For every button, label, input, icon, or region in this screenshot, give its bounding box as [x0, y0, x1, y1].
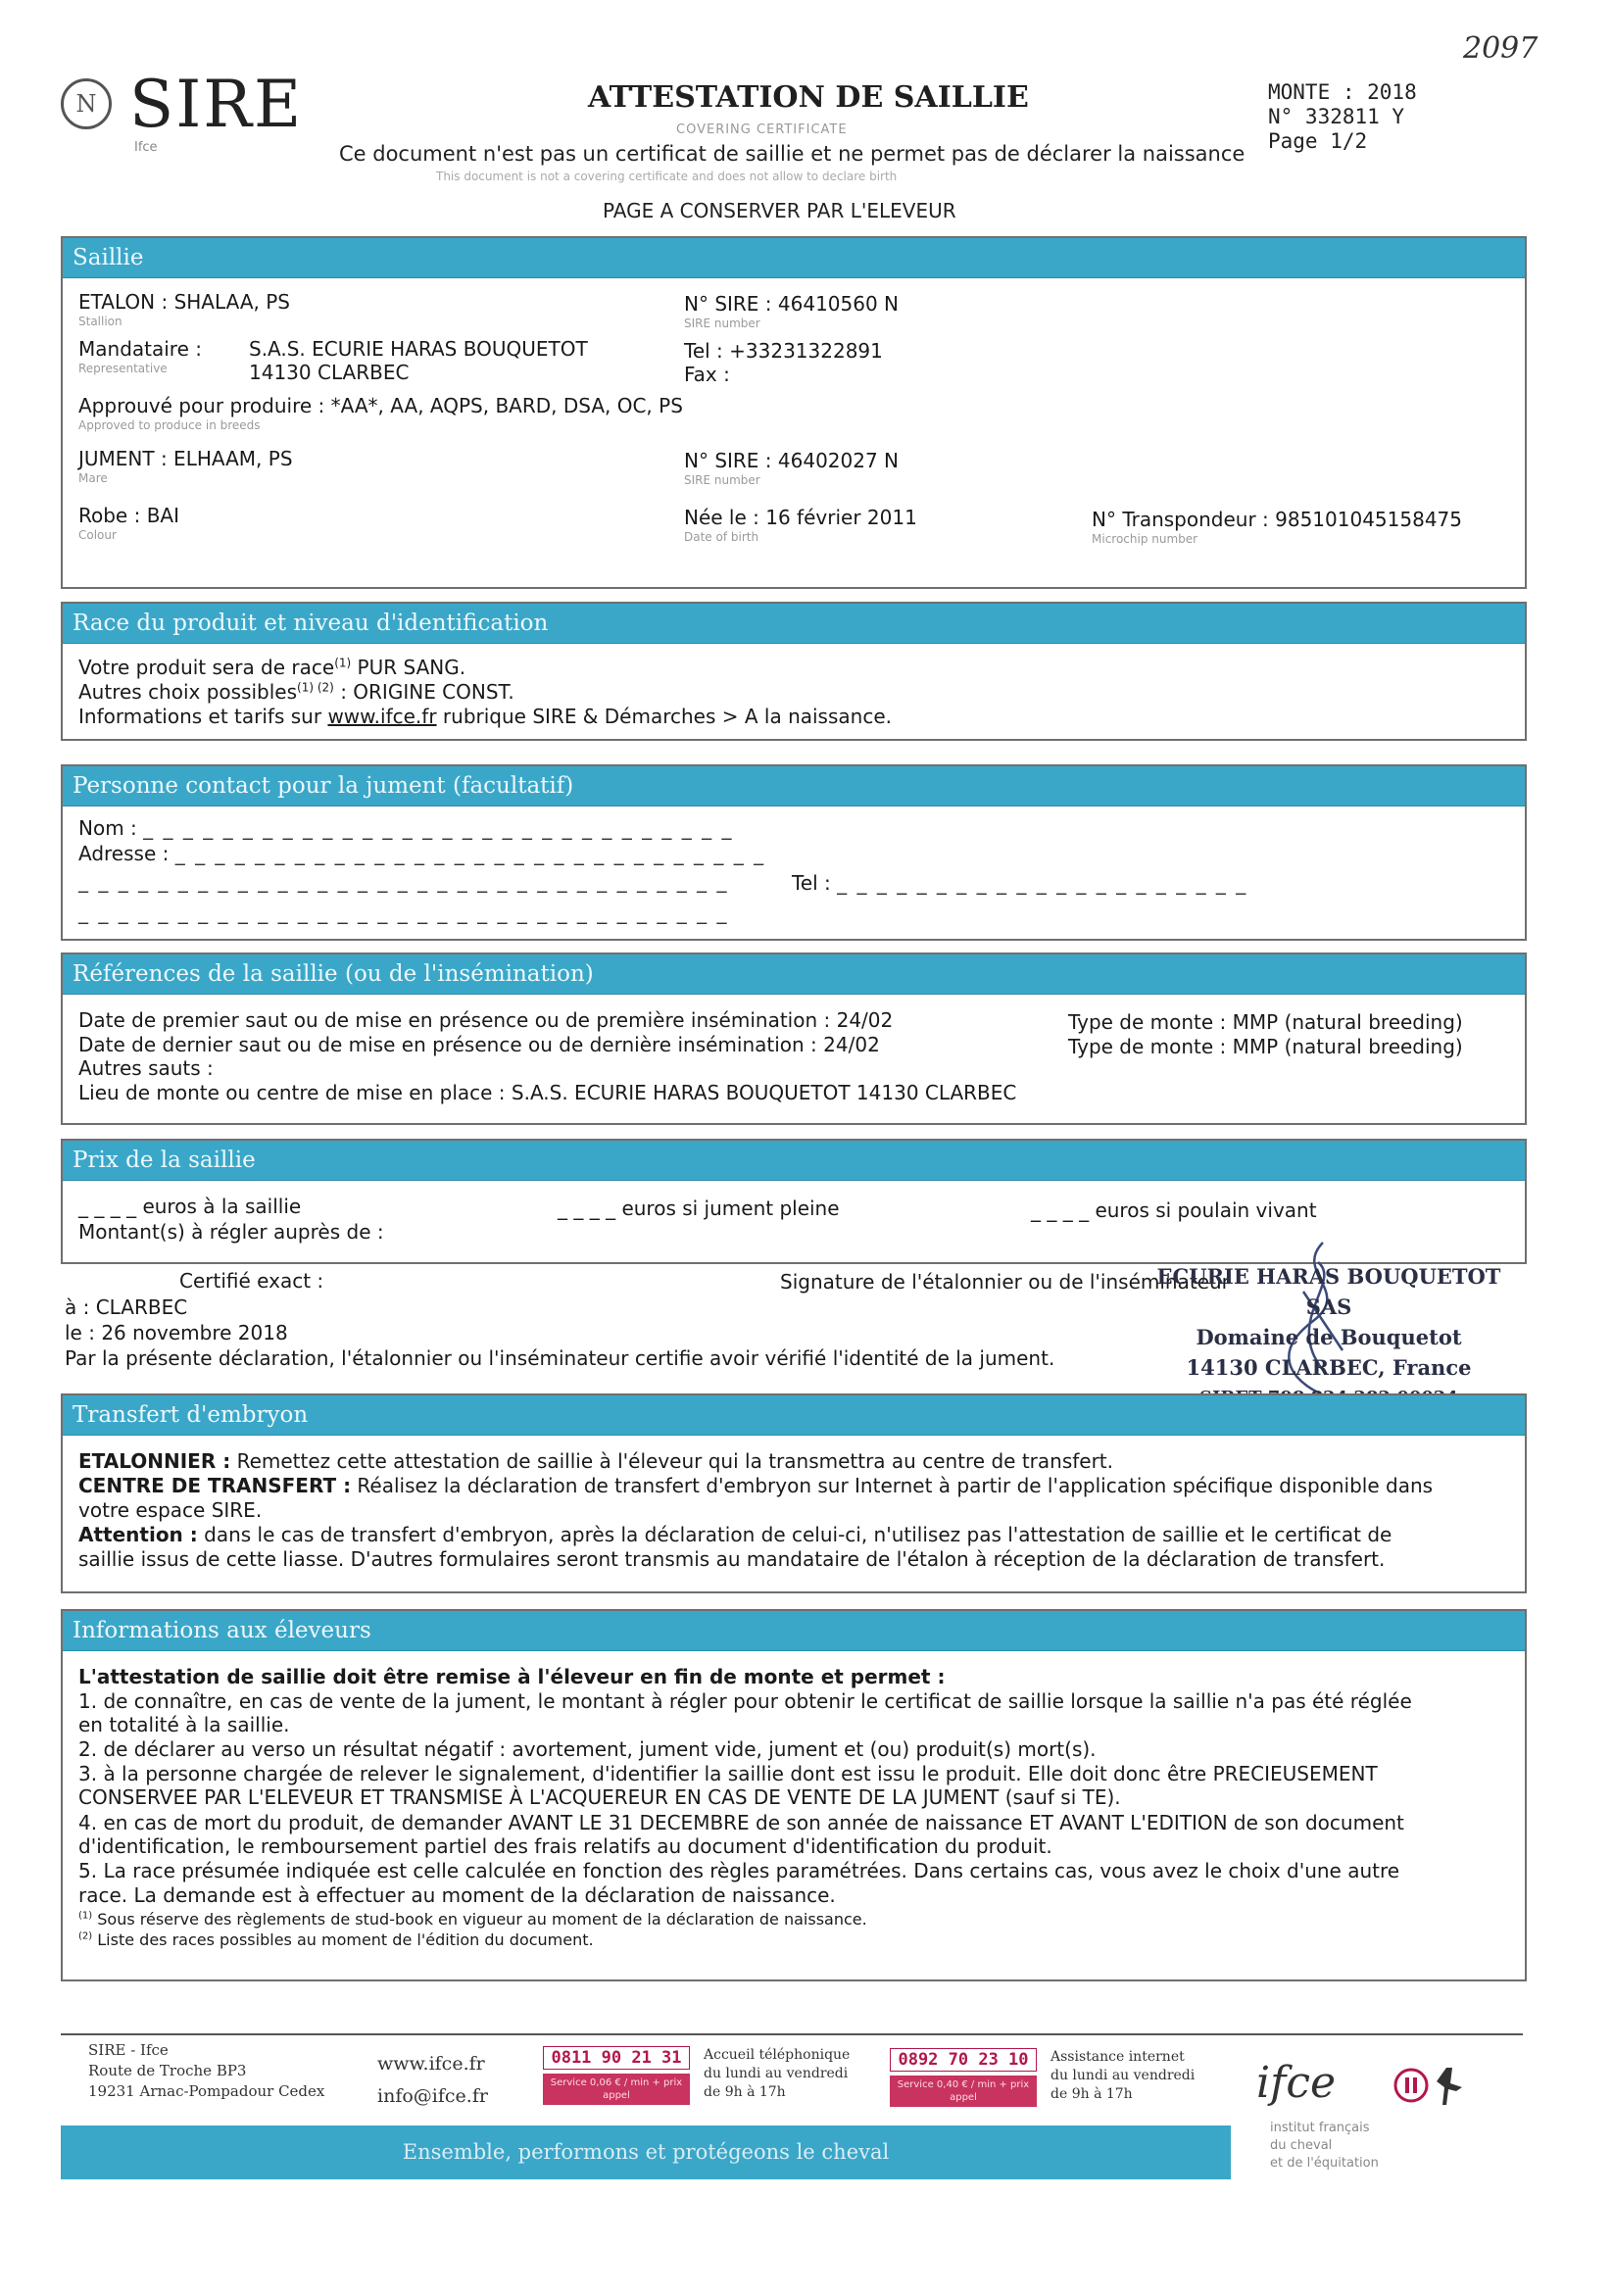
- etalon-sire: N° SIRE : 46410560 N: [684, 292, 900, 316]
- document-notice: Ce document n'est pas un certificat de saillie et ne permet pas de déclarer la naissance: [339, 142, 1246, 166]
- montant: Montant(s) à régler auprès de :: [78, 1220, 384, 1244]
- cert-date: le : 26 novembre 2018: [65, 1321, 288, 1344]
- phone-assistance: 0892 70 23 10 Service 0,40 € / min + prix appel: [890, 2048, 1037, 2107]
- section-transfert: [61, 1393, 1527, 1593]
- date-of-birth-en: Date of birth: [684, 530, 759, 544]
- race-info: Informations et tarifs sur www.ifce.fr rubrique SIRE & Démarches > A la naissance.: [78, 705, 892, 728]
- section-heading: Race du produit et niveau d'identification: [63, 604, 1525, 644]
- info-line: 5. La race présumée indiquée est celle calculée en fonction des règles paramétrées. Dans certains cas, vous avez le choix d'une autre: [78, 1859, 1400, 1882]
- info-line: 2. de déclarer au verso un résultat négatif : avortement, jument vide, jument et (ou) produit(s) mort(s).: [78, 1737, 1097, 1761]
- footer-address: SIRE - Ifce Route de Troche BP3 19231 Arnac-Pompadour Cedex: [88, 2041, 325, 2100]
- keep-notice: PAGE A CONSERVER PAR L'ELEVEUR: [603, 199, 956, 222]
- document-title: ATTESTATION DE SAILLIE: [588, 80, 1029, 115]
- info-intro: L'attestation de saillie doit être remise à l'éleveur en fin de monte et permet :: [78, 1665, 946, 1688]
- info-line: 4. en cas de mort du produit, de demander AVANT LE 31 DECEMBRE de son année de naissance ET AVANT L'EDITION de son document: [78, 1811, 1404, 1834]
- ifce-link[interactable]: www.ifce.fr: [327, 705, 437, 728]
- jument: JUMENT : ELHAAM, PS: [78, 447, 293, 470]
- info-line: race. La demande est à effectuer au moment de la déclaration de naissance.: [78, 1883, 836, 1907]
- document-title-en: COVERING CERTIFICATE: [676, 122, 848, 137]
- contact-tel: Tel : _ _ _ _ _ _ _ _ _ _ _ _ _ _ _ _ _ _ _ _ _: [792, 871, 1248, 895]
- section-race: [61, 602, 1527, 741]
- jument-sire-en: SIRE number: [684, 473, 760, 487]
- document-meta: [1268, 80, 1417, 154]
- ifce-subtitle: institut français du cheval et de l'équitation: [1270, 2121, 1379, 2171]
- mandataire-label: Mandataire :: [78, 337, 202, 361]
- transfert-centre-cont: votre espace SIRE.: [78, 1498, 263, 1522]
- info-line: en totalité à la saillie.: [78, 1713, 290, 1736]
- sire-logo-sub: Ifce: [134, 140, 158, 155]
- section-heading: Transfert d'embryon: [63, 1395, 1525, 1436]
- first-type: Type de monte : MMP (natural breeding): [1068, 1010, 1463, 1034]
- sire-logo-icon: N: [61, 78, 112, 129]
- jument-sire: N° SIRE : 46402027 N: [684, 449, 900, 472]
- sire-logo-text: SIRE: [129, 67, 304, 142]
- handwritten-number: 2097: [1463, 31, 1539, 66]
- document-number: N° 332811 Y: [1268, 105, 1405, 128]
- footer-slogan-band: Ensemble, performons et protégeons le cheval: [61, 2125, 1231, 2179]
- footnote-2: $^{(2)}$ Liste des races possibles au moment de l'édition du document.: [78, 1930, 594, 1949]
- ifce-emblem-icon: [1392, 2062, 1480, 2109]
- monte-year: MONTE : 2018: [1268, 80, 1417, 104]
- first-date: Date de premier saut ou de mise en présence ou de première insémination : 24/02: [78, 1008, 894, 1032]
- cert-lieu: à : CLARBEC: [65, 1295, 188, 1319]
- approuve: Approuvé pour produire : *AA*, AA, AQPS, BARD, DSA, OC, PS: [78, 394, 683, 417]
- info-line: d'identification, le remboursement partiel des frais relatifs au document d'identification du produit.: [78, 1834, 1052, 1858]
- etalon: ETALON : SHALAA, PS: [78, 290, 290, 314]
- transfert-attention-cont: saillie issus de cette liasse. D'autres formulaires seront transmis au mandataire de l'étalon à réception de la déclaration de transfert.: [78, 1547, 1386, 1571]
- place: Lieu de monte ou centre de mise en place : S.A.S. ECURIE HARAS BOUQUETOT 14130 CLARBEC: [78, 1081, 1017, 1104]
- section-heading: Personne contact pour la jument (facultatif): [63, 766, 1525, 806]
- document-notice-en: This document is not a covering certificate and does not allow to declare birth: [436, 170, 898, 183]
- transfert-etalonnier: ETALONNIER : Remettez cette attestation de saillie à l'éleveur qui la transmettra au centre de transfert.: [78, 1449, 1114, 1473]
- contact-adresse: Adresse : _ _ _ _ _ _ _ _ _ _ _ _ _ _ _ _ _ _ _ _ _ _ _ _ _ _ _ _ _ _: [78, 842, 766, 865]
- date-of-birth: Née le : 16 février 2011: [684, 506, 917, 529]
- signature-label: Signature de l'étalonnier ou de l'inséminateur: [780, 1270, 1230, 1294]
- mandataire-fax: Fax :: [684, 363, 730, 386]
- transfert-attention: Attention : dans le cas de transfert d'embryon, après la déclaration de celui-ci, n'utilisez pas l'attestation de saillie et le certificat de: [78, 1523, 1392, 1546]
- phone-accueil: 0811 90 21 31 Service 0,06 € / min + prix appel: [543, 2046, 690, 2105]
- footer-web: [377, 2048, 488, 2113]
- phone-accueil-desc: Accueil téléphonique du lundi au vendredi de 9h à 17h: [704, 2047, 851, 2100]
- jument-en: Mare: [78, 471, 108, 485]
- transfert-centre: CENTRE DE TRANSFERT : Réalisez la déclaration de transfert d'embryon sur Internet à partir de l'application spécifique disponible dans: [78, 1474, 1434, 1497]
- info-line: 3. à la personne chargée de relever le signalement, d'identifier la saillie dont est issu le produit. Elle doit donc être PRECIEUSEMENT: [78, 1762, 1378, 1785]
- page-number: Page 1/2: [1268, 129, 1368, 153]
- section-references: [61, 953, 1527, 1125]
- price-pleine: _ _ _ _ euros si jument pleine: [558, 1197, 840, 1220]
- section-heading: Références de la saillie (ou de l'insémination): [63, 954, 1525, 995]
- transpondeur-en: Microchip number: [1092, 532, 1198, 546]
- mandataire-name: S.A.S. ECURIE HARAS BOUQUETOT: [249, 337, 588, 361]
- footnote-1: $^{(1)}$ Sous réserve des règlements de stud-book en vigueur au moment de la déclaration de naissance.: [78, 1910, 867, 1929]
- cert-declaration: Par la présente déclaration, l'étalonnier ou l'inséminateur certifie avoir vérifié l'identité de la jument.: [65, 1346, 1055, 1370]
- transpondeur: N° Transpondeur : 985101045158475: [1092, 508, 1462, 531]
- section-contact: [61, 764, 1527, 941]
- last-date: Date de dernier saut ou de mise en présence ou de dernière insémination : 24/02: [78, 1033, 880, 1056]
- section-informations: [61, 1609, 1527, 1981]
- race-line: Votre produit sera de race$^{(1)}$ PUR SANG.: [78, 656, 466, 679]
- price-saillie: _ _ _ _ euros à la saillie: [78, 1195, 302, 1218]
- robe-en: Colour: [78, 528, 117, 542]
- footer-divider: [61, 2033, 1523, 2035]
- section-saillie: [61, 236, 1527, 589]
- mandataire-tel: Tel : +33231322891: [684, 339, 883, 363]
- robe: Robe : BAI: [78, 504, 179, 527]
- footer-email-link[interactable]: info@ifce.fr: [377, 2085, 488, 2107]
- company-stamp: ECURIE HARAS BOUQUETOT SAS Domaine de Bouquetot 14130 CLARBEC, France: [1156, 1264, 1501, 1380]
- contact-address-line2: _ _ _ _ _ _ _ _ _ _ _ _ _ _ _ _ _ _ _ _ _ _ _ _ _ _ _ _ _ _ _ _ _: [78, 869, 729, 893]
- ifce-logo: ifce: [1256, 2058, 1337, 2108]
- last-type: Type de monte : MMP (natural breeding): [1068, 1035, 1463, 1058]
- section-heading: Informations aux éleveurs: [63, 1611, 1525, 1651]
- approuve-en: Approved to produce in breeds: [78, 418, 261, 432]
- certifie-exact: Certifié exact :: [179, 1269, 324, 1293]
- race-other: Autres choix possibles$^{(1) (2)}$ : ORIGINE CONST.: [78, 680, 514, 704]
- price-vivant: _ _ _ _ euros si poulain vivant: [1031, 1198, 1317, 1222]
- contact-address-line3: _ _ _ _ _ _ _ _ _ _ _ _ _ _ _ _ _ _ _ _ _ _ _ _ _ _ _ _ _ _ _ _ _: [78, 901, 729, 924]
- mandataire-en: Representative: [78, 362, 168, 375]
- other-sauts: Autres sauts :: [78, 1056, 214, 1080]
- phone-assistance-desc: Assistance internet du lundi au vendredi de 9h à 17h: [1050, 2049, 1196, 2102]
- mandataire-city: 14130 CLARBEC: [249, 361, 410, 384]
- footer-website-link[interactable]: www.ifce.fr: [377, 2053, 485, 2075]
- info-line: CONSERVEE PAR L'ELEVEUR ET TRANSMISE À L'ACQUEREUR EN CAS DE VENTE DE LA JUMENT (sauf si TE).: [78, 1785, 1121, 1809]
- contact-nom: Nom : _ _ _ _ _ _ _ _ _ _ _ _ _ _ _ _ _ _ _ _ _ _ _ _ _ _ _ _ _ _: [78, 816, 734, 840]
- section-heading: Prix de la saillie: [63, 1141, 1525, 1181]
- etalon-en: Stallion: [78, 315, 122, 328]
- etalon-sire-en: SIRE number: [684, 317, 760, 330]
- info-line: 1. de connaître, en cas de vente de la jument, le montant à régler pour obtenir le certificat de saillie lorsque la saillie n'a pas été réglée: [78, 1689, 1412, 1713]
- section-heading: Saillie: [63, 238, 1525, 278]
